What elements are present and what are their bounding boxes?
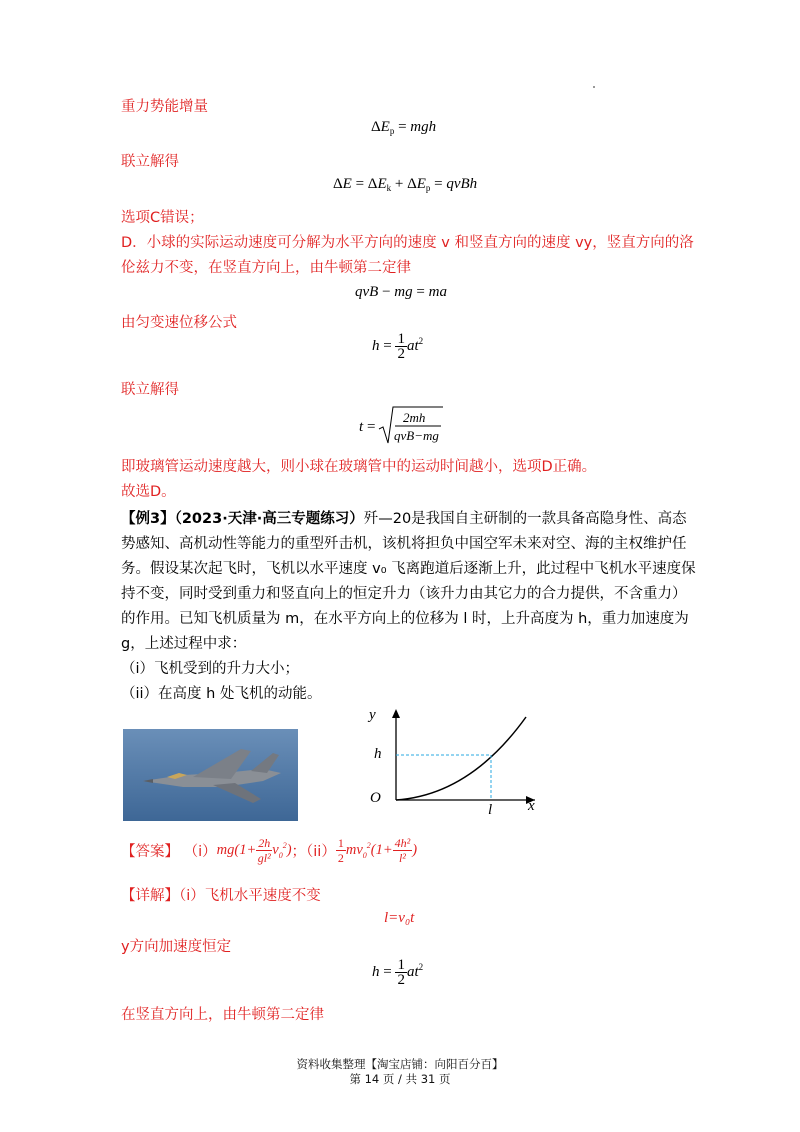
example-line: 持不变，同时受到重力和竖直向上的恒定升力（该升力由其它力的合力提供，不含重力） bbox=[121, 586, 687, 602]
example-line: 的作用。已知飞机质量为 m，在水平方向上的位移为 l 时，上升高度为 h，重力加速度为 bbox=[121, 611, 689, 627]
question-2: （ii）在高度 h 处飞机的动能。 bbox=[121, 686, 322, 702]
speck bbox=[593, 86, 595, 88]
answer-frac-half: $\frac{1}{2}$ bbox=[337, 836, 344, 865]
footer-source: 资料收集整理【淘宝店铺：向阳百分百】 bbox=[296, 1057, 504, 1071]
y-arrow bbox=[392, 709, 400, 718]
origin-label: O bbox=[370, 790, 381, 806]
detail-tag: 【详解】 bbox=[121, 888, 179, 904]
detail-line bbox=[121, 886, 321, 906]
example-tag: 【例3】 bbox=[121, 511, 175, 527]
equation-h-2: h = $\frac{1}{2}$ $at^2$ bbox=[372, 957, 424, 988]
answer-part2-prefix: ；（ii） bbox=[291, 844, 336, 860]
example-line: 势感知、高机动性等能力的重型歼击机，该机将担负中国空军未来对空、海的主权维护任 bbox=[121, 536, 687, 552]
text-line: 伦兹力不变，在竖直方向上，由牛顿第二定律 bbox=[121, 260, 411, 276]
question-1: （i）飞机受到的升力大小； bbox=[121, 661, 300, 677]
answer-part1-mg: mg bbox=[216, 842, 235, 858]
svg-text:=: = bbox=[367, 419, 376, 435]
jet-photo bbox=[123, 729, 298, 821]
example-first-line bbox=[121, 509, 687, 529]
answer-frac-2: $\frac{\text{4h²}}{\text{l²}}$ bbox=[394, 836, 411, 865]
equation-newton: qvB − mg = ma bbox=[355, 284, 447, 300]
detail-text1: （i）飞机水平速度不变 bbox=[179, 888, 321, 904]
graph bbox=[360, 705, 560, 818]
example-line: g，上述过程中求： bbox=[121, 636, 247, 652]
answer-frac-1: $\frac{2h}{\text{gl²}}$ bbox=[257, 836, 271, 865]
text-line: 选项C错误； bbox=[121, 210, 204, 226]
answer-part1-prefix: （i） bbox=[183, 844, 217, 860]
detail-line: 在竖直方向上，由牛顿第二定律 bbox=[121, 1007, 324, 1023]
svg-text:2mh: 2mh bbox=[403, 410, 426, 425]
svg-text:t: t bbox=[359, 419, 364, 435]
y-axis-label: y bbox=[369, 707, 376, 723]
h-label: h bbox=[374, 746, 382, 762]
equation-delta-ep: $\Delta E_p$ = mgh bbox=[371, 119, 437, 136]
x-axis-label: x bbox=[528, 798, 535, 814]
answer-line: 【答案】 （i）mg(1+ $\frac{2h}{\text{gl²}}$ $v_0^2$)；（ii） $\frac{1}{2}$ $mv_0^2(1+$ $\frac{\text{4h²}}{\text{l²}}$ ) bbox=[121, 836, 418, 865]
trajectory-curve bbox=[396, 717, 526, 800]
equation-delta-e: $\Delta E = \Delta E_k + \Delta E_p$ = qvBh bbox=[333, 176, 478, 193]
text-line: 故选D。 bbox=[121, 484, 176, 500]
text-line: 联立解得 bbox=[121, 154, 179, 170]
equation-h: h = $\frac{1}{2}$ $at^2$ bbox=[372, 331, 424, 362]
svg-text:qvB−mg: qvB−mg bbox=[394, 428, 439, 443]
example-line: 务。假设某次起飞时，飞机以水平速度 v₀ 飞离跑道后逐渐上升，此过程中飞机水平速度保 bbox=[121, 561, 696, 577]
l-label: l bbox=[488, 802, 493, 818]
answer-tag: 【答案】 bbox=[121, 844, 179, 860]
detail-line: y方向加速度恒定 bbox=[121, 939, 232, 955]
text-line: 即玻璃管运动速度越大，则小球在玻璃管中的运动时间越小，选项D正确。 bbox=[121, 459, 597, 475]
text-line: 重力势能增量 bbox=[121, 99, 208, 115]
example-text: 歼—20是我国自主研制的一款具备高隐身性、高态 bbox=[363, 511, 687, 527]
example-source: （2023·天津·高三专题练习） bbox=[174, 511, 364, 527]
text-line: 联立解得 bbox=[121, 382, 179, 398]
footer-page-number: 第 14 页 / 共 31 页 bbox=[349, 1072, 451, 1086]
text-line: D．小球的实际运动速度可分解为水平方向的速度 v 和竖直方向的速度 vy，竖直方向的洛 bbox=[121, 235, 694, 251]
text-line: 由匀变速位移公式 bbox=[121, 315, 237, 331]
equation-l: l=v₀t bbox=[384, 910, 415, 926]
